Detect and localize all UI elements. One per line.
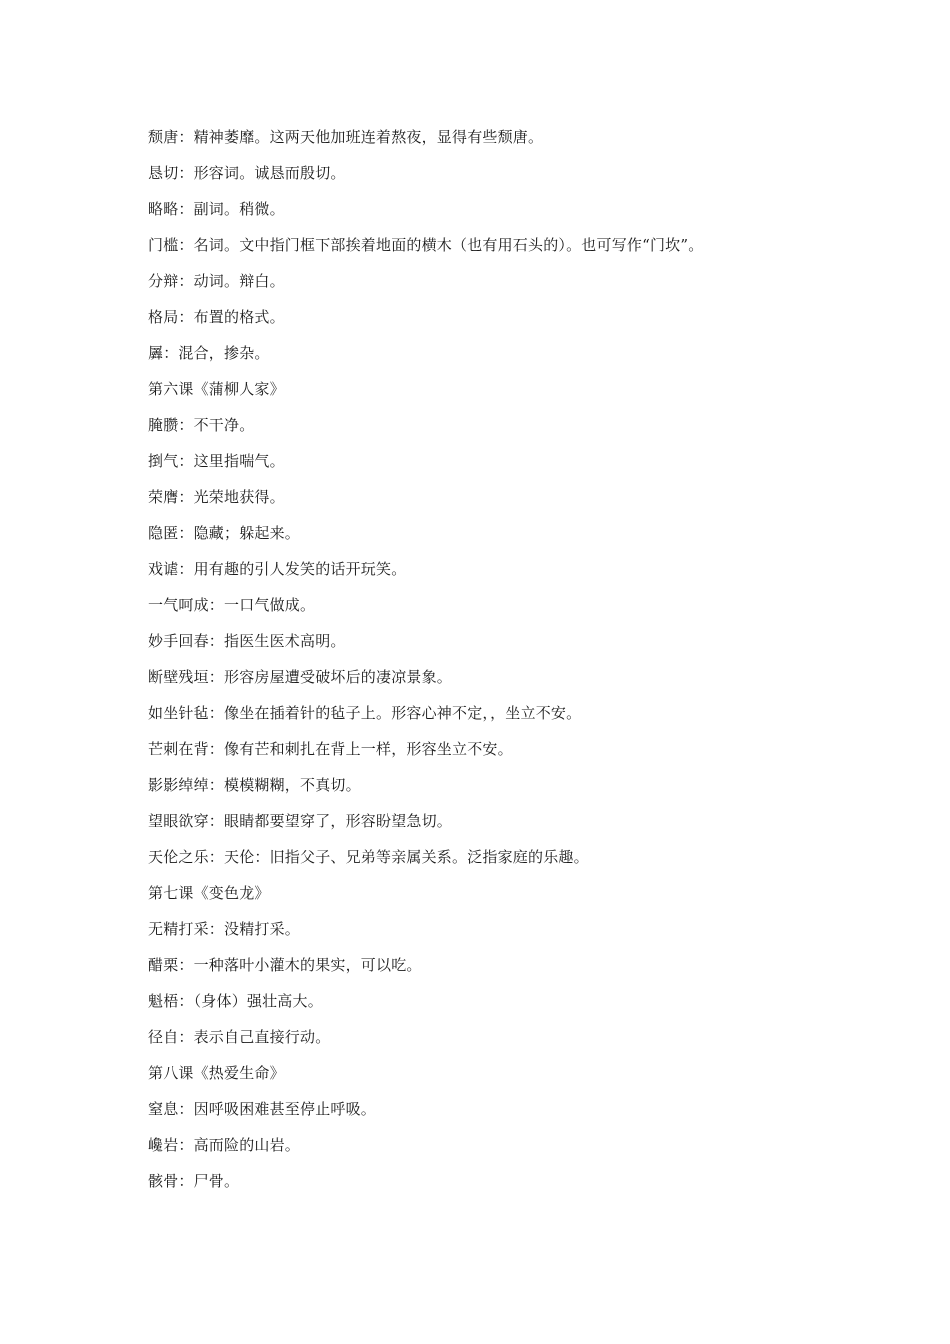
text-line: 羼：混合，掺杂。 [148, 344, 270, 362]
text-line: 妙手回春：指医生医术高明。 [148, 632, 346, 650]
lesson-heading: 第八课《热爱生命》 [148, 1064, 285, 1082]
text-line: 影影绰绰：模模糊糊，不真切。 [148, 776, 361, 794]
text-line: 分辩：动词。辩白。 [148, 272, 285, 290]
lesson-heading: 第七课《变色龙》 [148, 884, 270, 902]
text-line: 恳切：形容词。诚恳而殷切。 [148, 164, 346, 182]
text-line: 无精打采：没精打采。 [148, 920, 301, 938]
text-line: 如坐针毡：像坐在插着针的毡子上。形容心神不定，，坐立不安。 [148, 704, 582, 722]
text-line: 魁梧：（身体）强壮高大。 [148, 992, 323, 1010]
text-line: 捯气：这里指喘气。 [148, 452, 285, 470]
lesson-heading: 第六课《蒲柳人家》 [148, 380, 285, 398]
text-line: 窒息：因呼吸困难甚至停止呼吸。 [148, 1100, 377, 1118]
text-line: 天伦之乐：天伦：旧指父子、兄弟等亲属关系。泛指家庭的乐趣。 [148, 848, 589, 866]
text-line: 望眼欲穿：眼睛都要望穿了，形容盼望急切。 [148, 812, 453, 830]
text-line: 略略：副词。稍微。 [148, 200, 285, 218]
text-line: 醋栗：一种落叶小灌木的果实，可以吃。 [148, 956, 422, 974]
text-line: 格局：布置的格式。 [148, 308, 285, 326]
text-line: 颓唐：精神萎靡。这两天他加班连着熬夜，显得有些颓唐。 [148, 128, 544, 146]
text-line: 腌臜：不干净。 [148, 416, 255, 434]
text-line: 骸骨：尸骨。 [148, 1172, 240, 1190]
text-line: 芒刺在背：像有芒和刺扎在背上一样，形容坐立不安。 [148, 740, 513, 758]
text-line: 断壁残垣：形容房屋遭受破坏后的凄凉景象。 [148, 668, 453, 686]
text-line: 径自：表示自己直接行动。 [148, 1028, 331, 1046]
text-line: 荣膺：光荣地获得。 [148, 488, 285, 506]
text-line: 戏谑：用有趣的引人发笑的话开玩笑。 [148, 560, 407, 578]
text-line: 门槛：名词。文中指门框下部挨着地面的横木（也有用石头的）。也可写作“门坎”。 [148, 236, 704, 254]
text-line: 巉岩：高而险的山岩。 [148, 1136, 301, 1154]
document-page [148, 125, 908, 1205]
text-line: 隐匿：隐藏；躲起来。 [148, 524, 301, 542]
text-line: 一气呵成：一口气做成。 [148, 596, 316, 614]
